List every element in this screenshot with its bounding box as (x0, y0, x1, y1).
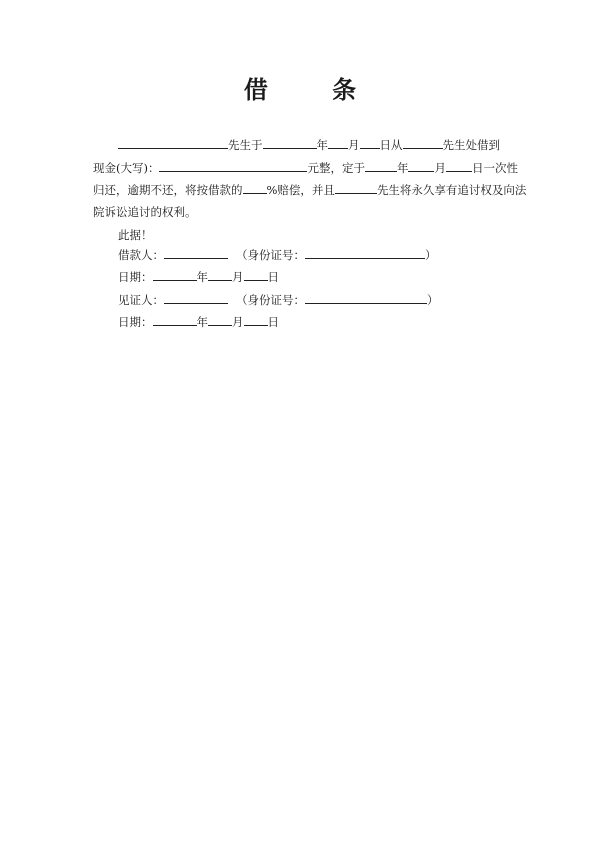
text-segment: %赔偿，并且 (266, 183, 335, 197)
borrower-id-label: （身份证号： (236, 248, 305, 262)
witness-id-blank[interactable] (305, 290, 427, 304)
witness-date-month-blank[interactable] (208, 312, 232, 326)
borrower-label: 借款人： (118, 248, 164, 262)
date-label: 日期： (118, 315, 153, 329)
document-title: 借 条 (243, 76, 385, 104)
borrower-date-month-blank[interactable] (208, 267, 232, 281)
text-segment: 先生处借到 (442, 138, 500, 152)
borrow-month-blank[interactable] (328, 135, 348, 149)
year-label: 年 (196, 315, 208, 329)
text-segment: 先生将永久享有追讨权及向法 (376, 183, 527, 197)
witness-date-day-blank[interactable] (244, 312, 268, 326)
witness-date-row (118, 312, 279, 332)
witness-label: 见证人： (118, 293, 164, 307)
lender-name-blank-2[interactable] (335, 180, 377, 194)
witness-date-year-blank[interactable] (153, 312, 197, 326)
text-segment: 年 (396, 161, 409, 175)
witness-id-label: （身份证号： (236, 293, 305, 307)
penalty-percent-blank[interactable] (243, 180, 267, 194)
text-segment: 先生于 (228, 138, 263, 152)
date-label: 日期： (118, 270, 153, 284)
paragraph-line-2 (93, 158, 518, 178)
borrower-date-year-blank[interactable] (153, 267, 197, 281)
borrower-name-blank[interactable] (118, 135, 228, 149)
repay-month-blank[interactable] (408, 158, 434, 172)
borrower-row (118, 245, 437, 265)
text-segment: 元整，定于 (307, 161, 365, 175)
amount-in-words-blank[interactable] (159, 158, 307, 172)
day-label: 日 (267, 315, 279, 329)
month-label: 月 (232, 270, 244, 284)
borrower-id-blank[interactable] (305, 245, 425, 259)
closing-text: 此据！ (118, 228, 153, 242)
text-segment: 月 (348, 138, 360, 152)
text-segment: 日一次性 (471, 161, 518, 175)
witness-signature-blank[interactable] (164, 290, 228, 304)
paragraph-line-1 (118, 135, 500, 155)
text-segment: 现金(大写)： (93, 161, 160, 175)
borrow-day-blank[interactable] (360, 135, 380, 149)
paren-close: ） (427, 293, 439, 307)
paragraph-line-3 (93, 180, 526, 200)
borrower-date-row (118, 267, 279, 287)
borrow-year-blank[interactable] (263, 135, 317, 149)
paren-close: ） (425, 248, 437, 262)
year-label: 年 (196, 270, 208, 284)
lender-name-blank[interactable] (403, 135, 443, 149)
repay-year-blank[interactable] (365, 158, 397, 172)
witness-row (118, 290, 439, 310)
text-segment: 月 (434, 161, 446, 175)
paragraph-line-4: 院诉讼追讨的权利。 (93, 205, 197, 219)
day-label: 日 (267, 270, 279, 284)
text-segment: 日从 (379, 138, 403, 152)
text-segment: 归还，逾期不还，将按借款的 (93, 183, 243, 197)
borrower-date-day-blank[interactable] (244, 267, 268, 281)
borrower-signature-blank[interactable] (164, 245, 228, 259)
repay-day-blank[interactable] (446, 158, 472, 172)
text-segment: 年 (316, 138, 328, 152)
month-label: 月 (232, 315, 244, 329)
